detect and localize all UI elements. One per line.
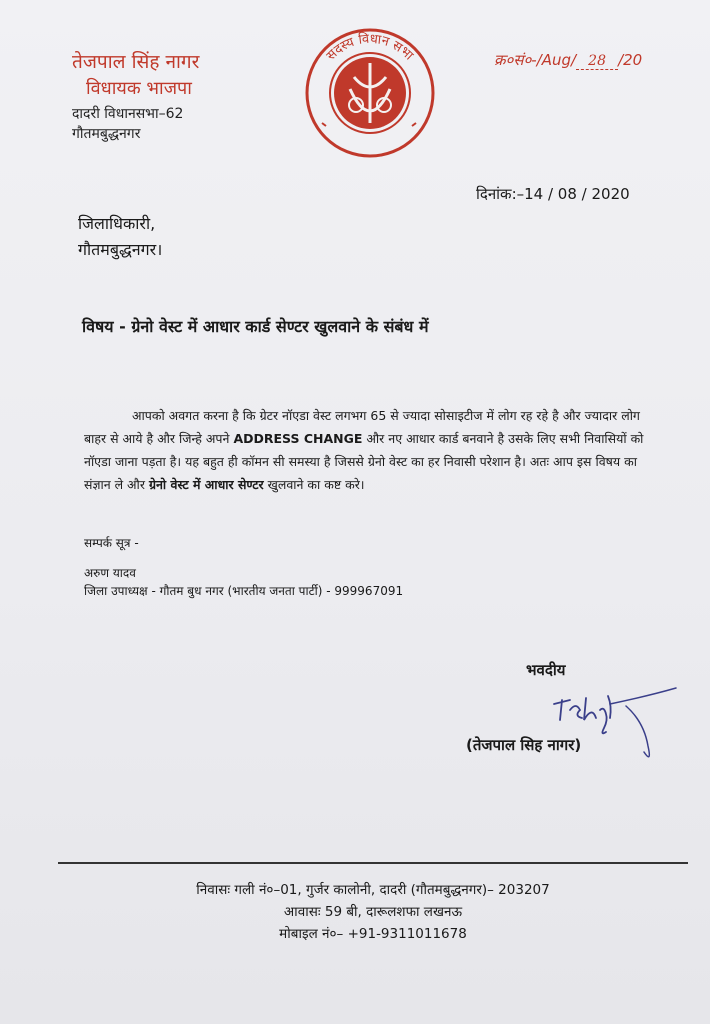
closing-salutation: भवदीय: [526, 661, 566, 679]
footer-mobile: मोबाइल नं०– +91-9311011678: [279, 926, 467, 942]
footer-divider: [58, 862, 688, 864]
subject-line: विषय - ग्रेनो वेस्ट में आधार कार्ड सेण्टर खुलवाने के संबंध में: [82, 317, 429, 336]
contact-label: सम्पर्क सूत्र -: [84, 536, 139, 550]
body-part-2: और नए आधार कार्ड बनवाने है उसके लिए सभी निवासियों को नॉएडा जाना पड़ता है। यह बहुत ही कॉमन सी समस्या है जिससे ग्रेनो वेस्ट का हर निवासी परेशान है। अतः आप इस विषय का संज्ञान ले और: [84, 431, 644, 492]
ref-prefix: क्र०सं०-/Aug/: [494, 51, 577, 69]
body-part-1: आपको अवगत करना है कि ग्रेटर नॉएडा वेस्ट लगभग 65 से ज्यादा सोसाइटीज में लोग रह रहे है और ज्यादार लोग बाहर से आये है और जिन्हे अपने: [84, 408, 640, 446]
contact-role: जिला उपाध्यक्ष - गौतम बुध नगर (भारतीय जनता पार्टी) - 999967091: [84, 584, 404, 598]
mla-name: तेजपाल सिंह नागर: [72, 51, 200, 73]
body-paragraph: [84, 404, 664, 496]
ref-suffix: /20: [618, 51, 643, 69]
footer-residence: निवासः गली नं०–01, गुर्जर कालोनी, दादरी (गौतमबुद्धनगर)– 203207: [196, 882, 550, 898]
constituency: दादरी विधानसभा–62: [72, 106, 184, 122]
recipient-line-2: गौतमबुद्धनगर।: [78, 240, 163, 259]
contact-name: अरुण यादव: [84, 566, 136, 580]
signer-name: (तेजपाल सिह नागर): [466, 736, 582, 754]
seal-top-text: सदस्य विधान सभा: [323, 31, 417, 64]
ref-handwritten: 28: [576, 53, 618, 70]
body-bold-1: ADDRESS CHANGE: [233, 431, 363, 446]
district: गौतमबुद्धनगर: [72, 126, 141, 142]
mla-post: विधायक भाजपा: [86, 78, 192, 99]
letter-body: [84, 404, 664, 496]
body-part-3: खुलवाने का कष्ट करे।: [263, 477, 365, 492]
footer-lucknow-address: आवासः 59 बी, दारूलशफा लखनऊ: [283, 904, 463, 920]
reference-number: [494, 50, 642, 70]
body-bold-2: ग्रेनो वेस्ट में आधार सेण्टर: [148, 477, 264, 492]
recipient-line-1: जिलाधिकारी,: [78, 214, 156, 233]
assembly-seal-icon: [304, 27, 436, 159]
letter-date: दिनांक:–14 / 08 / 2020: [476, 185, 630, 203]
